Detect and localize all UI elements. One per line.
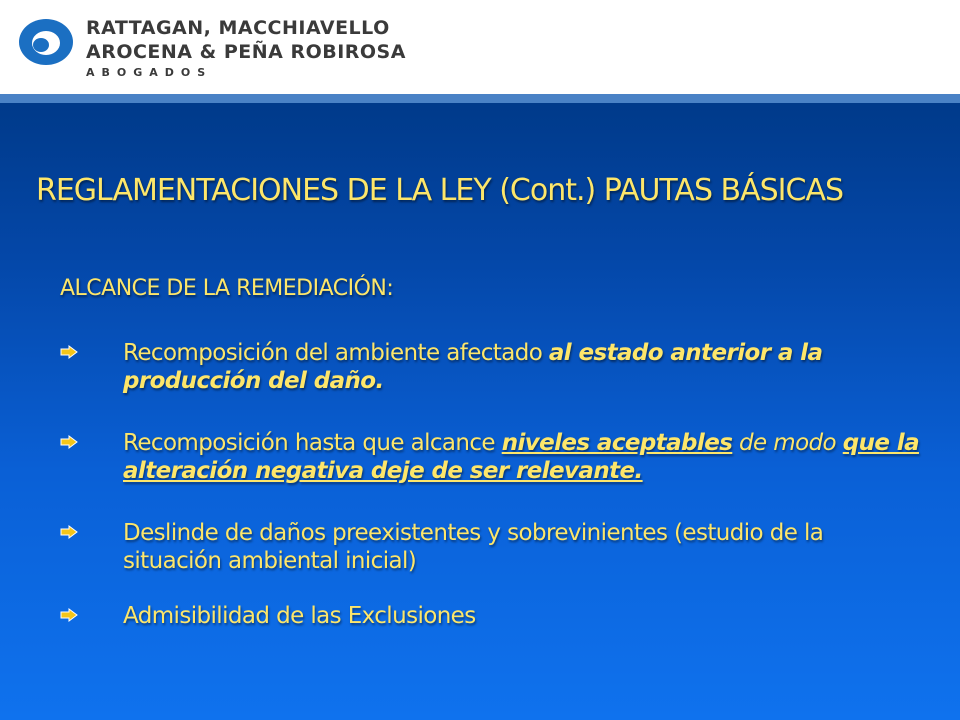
bullet-item	[60, 519, 920, 575]
bullet-emphasis: que la alteración negativa deje de ser relevante.	[123, 430, 919, 484]
yellow-arrow-icon	[60, 608, 78, 622]
bullet-item	[60, 429, 920, 485]
firm-logo-icon	[16, 14, 76, 70]
bullet-text: Admisibilidad de las Exclusiones	[123, 603, 476, 629]
bullet-text-part: Recomposición hasta que alcance	[123, 430, 502, 456]
firm-name-line2: AROCENA & PEÑA ROBIROSA	[86, 41, 406, 63]
yellow-arrow-icon	[60, 345, 78, 359]
firm-name	[86, 16, 406, 81]
bullet-emphasis: al estado anterior a la producción del daño.	[123, 340, 823, 394]
bullet-emphasis: niveles aceptables	[501, 430, 733, 456]
bullet-italic: de modo	[732, 430, 843, 456]
yellow-arrow-icon	[60, 525, 78, 539]
yellow-arrow-icon	[60, 435, 78, 449]
header-bar	[0, 0, 960, 94]
bullet-item	[60, 602, 920, 630]
section-heading: ALCANCE DE LA REMEDIACIÓN:	[60, 276, 394, 301]
bullet-text-part: Recomposición del ambiente afectado	[123, 340, 549, 366]
firm-name-line1: RATTAGAN, MACCHIAVELLO	[86, 17, 390, 39]
bullet-text	[123, 429, 920, 485]
header-rule	[0, 94, 960, 103]
slide-body	[0, 103, 960, 720]
bullet-text: Deslinde de daños preexistentes y sobrevinientes (estudio de la situación ambiental inicial)	[123, 520, 824, 574]
bullet-item	[60, 339, 920, 395]
slide-title: REGLAMENTACIONES DE LA LEY (Cont.) PAUTAS BÁSICAS	[36, 173, 844, 208]
firm-subtitle: ABOGADOS	[86, 66, 213, 79]
bullet-text	[123, 339, 920, 395]
